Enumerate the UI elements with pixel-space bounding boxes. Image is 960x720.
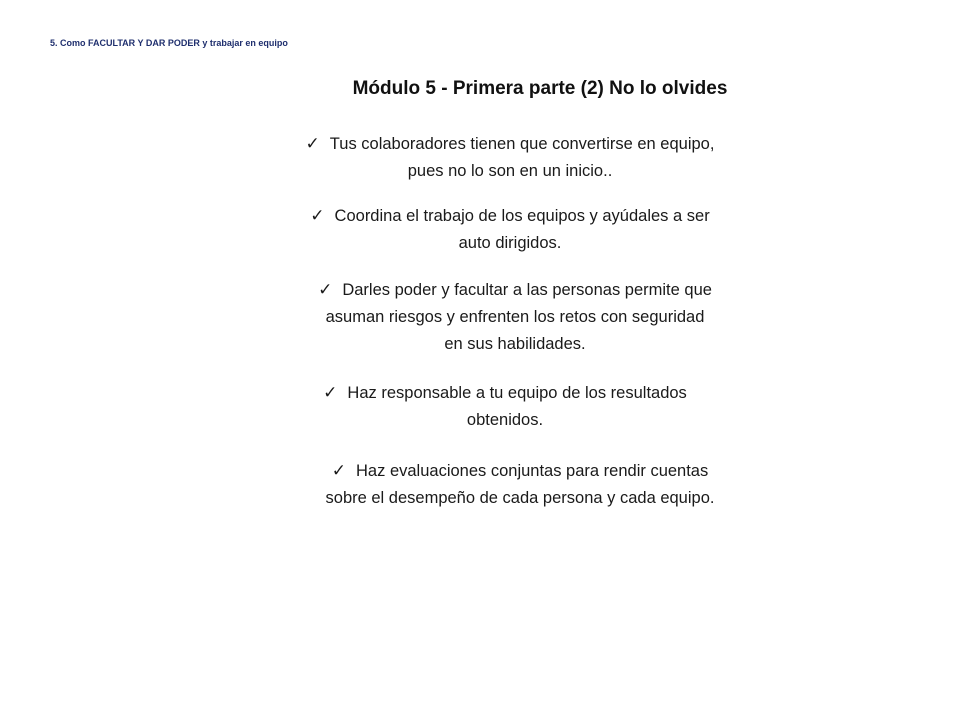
bullet-text: sobre el desempeño de cada persona y cada equipo. xyxy=(325,489,715,507)
bullet-item xyxy=(270,457,770,512)
bullet-item xyxy=(260,130,760,185)
bullet-text: Coordina el trabajo de los equipos y ayúdales a ser xyxy=(334,207,710,225)
bullet-text: obtenidos. xyxy=(466,411,544,429)
bullet-line xyxy=(265,202,755,230)
section-header: 5. Como FACULTAR Y DAR PODER y trabajar en equipo xyxy=(50,38,288,48)
bullet-item xyxy=(270,379,740,434)
checkmark-icon: ✓ xyxy=(331,461,347,480)
bullet-item xyxy=(265,202,755,257)
bullet-line xyxy=(270,457,770,485)
bullet-text: en sus habilidades. xyxy=(444,335,586,353)
checkmark-icon: ✓ xyxy=(305,134,320,153)
bullet-line xyxy=(265,276,765,304)
bullet-text: auto dirigidos. xyxy=(458,234,562,252)
bullet-line xyxy=(270,379,740,407)
bullet-text: asuman riesgos y enfrenten los retos con seguridad xyxy=(325,308,705,326)
checkmark-icon: ✓ xyxy=(318,280,333,299)
bullet-text: Haz evaluaciones conjuntas para rendir cuentas xyxy=(356,462,709,480)
bullet-text: Tus colaboradores tienen que convertirse en equipo, xyxy=(329,135,715,153)
bullet-line xyxy=(260,130,760,158)
slide-title: Módulo 5 - Primera parte (2) No lo olvides xyxy=(352,78,728,99)
bullet-text: Haz responsable a tu equipo de los resultados xyxy=(347,384,687,402)
checkmark-icon: ✓ xyxy=(310,206,325,225)
bullet-item xyxy=(265,276,765,358)
bullet-text: Darles poder y facultar a las personas permite que xyxy=(342,281,712,299)
checkmark-icon: ✓ xyxy=(323,383,338,402)
bullet-text: pues no lo son en un inicio.. xyxy=(407,162,613,180)
